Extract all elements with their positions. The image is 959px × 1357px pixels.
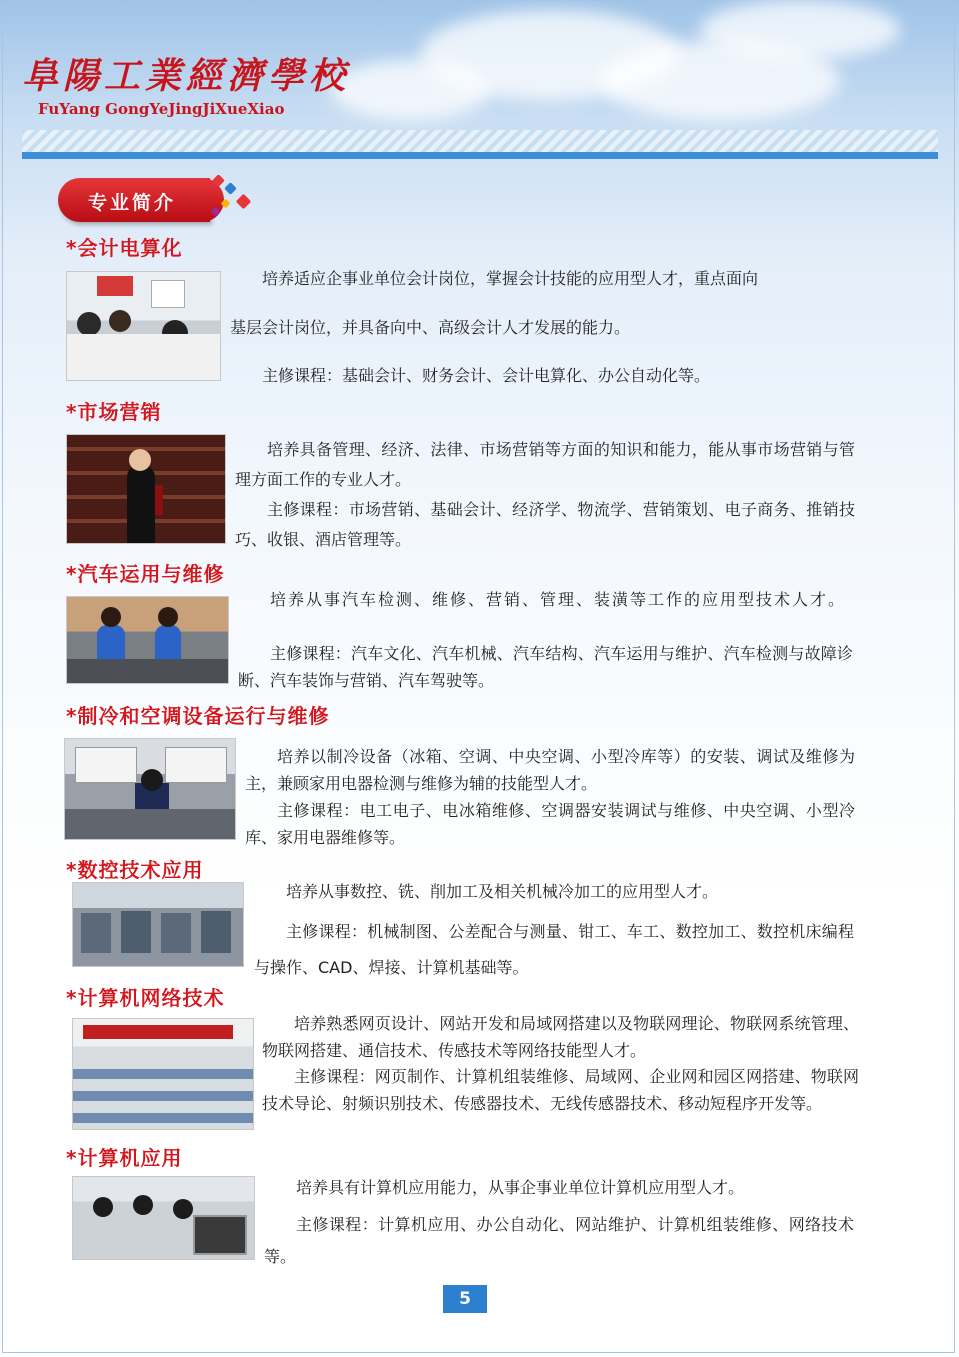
major-courses: 主修课程：电工电子、电冰箱维修、空调器安装调试与维修、中央空调、小型冷库、家用电器维修等。 (245, 801, 855, 847)
major-courses: 主修课程：汽车文化、汽车机械、汽车结构、汽车运用与维护、汽车检测与故障诊断、汽车装饰与营销、汽车驾驶等。 (238, 644, 853, 690)
major-heading-marketing: *市场营销 (66, 400, 162, 424)
major-heading-automotive: *汽车运用与维修 (66, 562, 225, 586)
photo-refrigeration-lab (64, 738, 236, 840)
school-name-cn: 阜陽工業經濟學校 (22, 55, 351, 97)
major-paragraph: 培养以制冷设备（冰箱、空调、中央空调、小型冷库等）的安装、调试及维修为主，兼顾家用电器检测与维修为辅的技能型人才。 (245, 747, 855, 793)
major-heading-accounting: *会计电算化 (66, 236, 183, 260)
section-banner (58, 178, 210, 222)
photo-networking-computer-lab (72, 1018, 254, 1130)
major-courses: 主修课程：市场营销、基础会计、经济学、物流学、营销策划、电子商务、推销技巧、收银、酒店管理等。 (235, 500, 855, 549)
cloud-decoration (330, 60, 490, 120)
photo-marketing-wine-shop (66, 434, 226, 544)
header-rule (22, 152, 938, 159)
major-heading-networking: *计算机网络技术 (66, 986, 225, 1010)
major-paragraph: 培养从事汽车检测、维修、营销、管理、装潢等工作的应用型技术人才。 (270, 590, 847, 609)
major-heading-refrigeration: *制冷和空调设备运行与维修 (66, 704, 330, 728)
header-stripes (22, 130, 938, 152)
cloud-decoration (700, 0, 900, 60)
photo-accounting-classroom (66, 271, 221, 381)
major-heading-computer-application: *计算机应用 (66, 1146, 183, 1170)
major-heading-cnc: *数控技术应用 (66, 858, 204, 882)
photo-computer-classroom (72, 1176, 255, 1260)
section-title: 专业简介 (88, 192, 177, 214)
major-paragraph: 基层会计岗位，并具备向中、高级会计人才发展的能力。 (230, 318, 631, 337)
major-paragraph: 培养适应企事业单位会计岗位，掌握会计技能的应用型人才，重点面向 (262, 269, 759, 288)
major-paragraph: 培养具有计算机应用能力，从事企事业单位计算机应用型人才。 (296, 1178, 745, 1197)
school-name-pinyin: FuYang GongYeJingJiXueXiao (38, 100, 285, 118)
major-courses: 主修课程：计算机应用、办公自动化、网站维护、计算机组装维修、网络技术等。 (264, 1215, 854, 1266)
major-paragraph: 培养从事数控、铣、削加工及相关机械冷加工的应用型人才。 (286, 882, 719, 901)
major-courses: 主修课程：网页制作、计算机组装维修、局域网、企业网和园区网搭建、物联网技术导论、射频识别技术、传感器技术、无线传感器技术、移动短程序开发等。 (262, 1067, 859, 1113)
photo-automotive-workshop (66, 596, 229, 684)
major-paragraph: 培养具备管理、经济、法律、市场营销等方面的知识和能力，能从事市场营销与管理方面工作的专业人才。 (235, 440, 855, 489)
major-courses: 主修课程：机械制图、公差配合与测量、钳工、车工、数控加工、数控机床编程与操作、CAD、焊接、计算机基础等。 (254, 922, 854, 977)
photo-cnc-workshop (72, 882, 244, 967)
major-paragraph: 培养熟悉网页设计、网站开发和局域网搭建以及物联网理论、物联网系统管理、物联网搭建、通信技术、传感技术等网络技能型人才。 (262, 1014, 859, 1060)
page-number: 5 (443, 1285, 487, 1313)
major-courses: 主修课程：基础会计、财务会计、会计电算化、办公自动化等。 (262, 366, 711, 385)
